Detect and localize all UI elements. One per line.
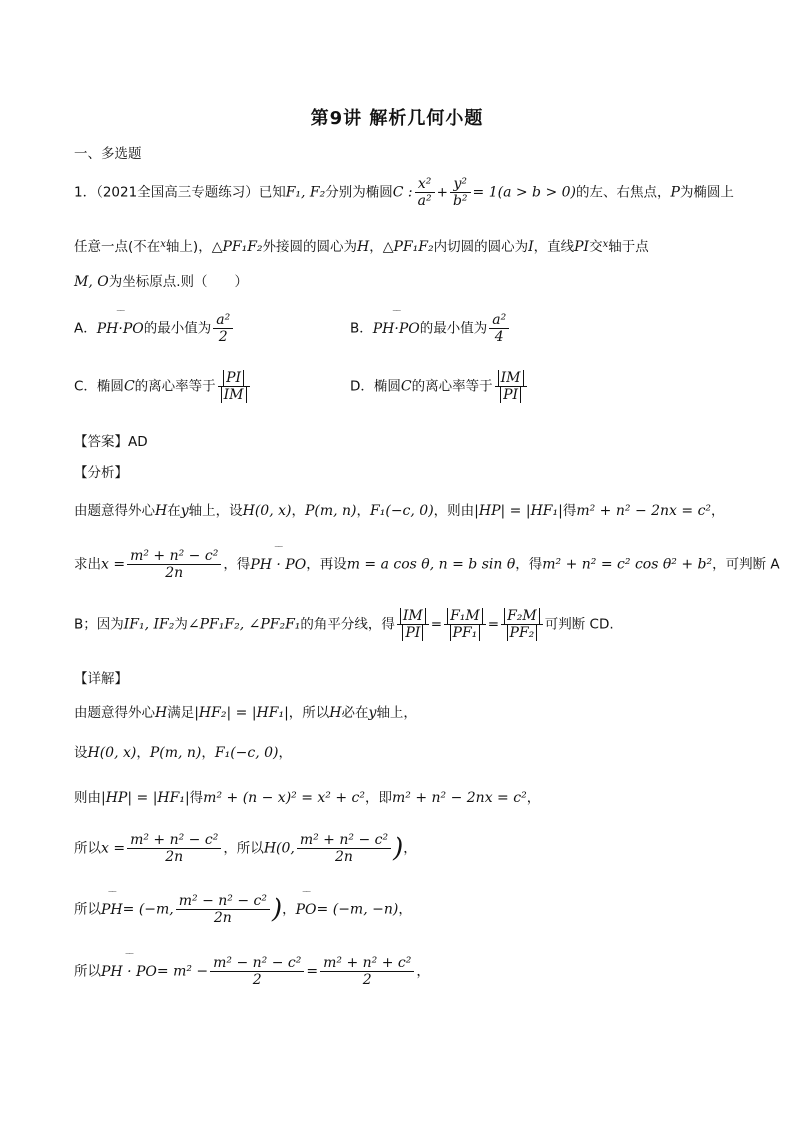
detail-line-2: 设H(0, x)，P(m, n)，F₁(−c, 0)， xyxy=(74,745,293,761)
x-axis-symbol: x xyxy=(602,239,609,250)
question-text: 轴于点 xyxy=(608,239,649,255)
option-d-text: 的离心率等于 xyxy=(411,378,493,395)
question-text: 任意一点(不在 xyxy=(74,239,161,255)
option-a-text: 的最小值为 xyxy=(143,320,212,337)
question-text: ，直线 xyxy=(533,239,575,255)
points-m-o: M, O xyxy=(74,274,109,290)
analysis-heading: 【分析】 xyxy=(74,465,128,481)
option-d-label: D．椭圆 xyxy=(350,378,401,395)
triangle-symbol: △PF₁F₂ xyxy=(382,239,434,255)
question-text: 的左、右焦点， xyxy=(576,184,671,201)
x-axis-symbol: x xyxy=(160,239,166,250)
answer-line: 【答案】AD xyxy=(74,434,148,450)
option-c-label: C．椭圆 xyxy=(74,378,124,395)
option-c[interactable] xyxy=(74,370,252,403)
question-text: 外接圆的圆心为 xyxy=(262,239,358,255)
fraction-x: $\frac{\text{x²}}{\text{a²}}$ xyxy=(415,176,435,209)
fraction-a: $\frac{\text{a²}}{2}$ xyxy=(213,312,233,345)
section-heading: 一、多选题 xyxy=(74,146,142,162)
question-line-2 xyxy=(74,235,649,255)
question-line-1: 1．（2021全国高三专题练习）已知F₁, F₂分别为椭圆C : $\frac{\text{x²}}{\text{a²}}$ + $\frac{\text{y²}}{\text{b²}}$ = 1(a > b > 0)的左、右焦点，P为椭圆上 xyxy=(74,176,734,210)
ellipse-condition: = 1(a > b > 0) xyxy=(472,184,577,201)
detail-heading: 【详解】 xyxy=(74,671,128,687)
line-pi: PI xyxy=(574,239,590,255)
option-c-text: 的离心率等于 xyxy=(134,378,216,395)
option-a-label: A． xyxy=(74,320,97,337)
option-a[interactable] xyxy=(74,312,235,345)
option-d[interactable] xyxy=(350,370,529,403)
question-text: 为椭圆上 xyxy=(679,184,734,201)
fraction-b: $\frac{\text{a²}}{4}$ xyxy=(489,312,509,345)
question-text: 轴上)， xyxy=(165,239,212,255)
option-b[interactable] xyxy=(350,312,511,345)
fraction-y: $\frac{\text{y²}}{\text{b²}}$ xyxy=(450,176,471,209)
triangle-symbol: △PF₁F₂ xyxy=(211,239,263,255)
question-text: ， xyxy=(369,239,383,255)
fraction-d: $\frac{IM}{PI}$ xyxy=(495,370,527,403)
option-b-text: 的最小值为 xyxy=(419,320,488,337)
question-text: 分别为椭圆 xyxy=(325,184,393,201)
detail-line-5: 所以‾‾ PH= (−m, $\frac{\text{m² − n² − c²}}{2n}$ )，‾‾ PO= (−m, −n)， xyxy=(74,893,412,926)
detail-line-3: 则由|HP| = |HF₁|得m² + (n − x)² = x² + c²，即m² + n² − 2nx = c²， xyxy=(74,790,541,806)
vector-product: ‾‾ PH·PO xyxy=(373,321,420,337)
fraction-c: $\frac{PI}{IM}$ xyxy=(218,370,250,403)
point-i: I xyxy=(528,239,534,255)
page-title: 第9讲 解析几何小题 xyxy=(310,108,484,129)
detail-line-6: 所以‾‾ PH · PO= m² − $\frac{\text{m² − n² − c²}}{2}$ = $\frac{\text{m² + n² + c²}}{2}$ ， xyxy=(74,955,430,988)
detail-line-4: 所以x = $\frac{\text{m² + n² − c²}}{2n}$ ，所以H(0, $\frac{\text{m² + n² − c²}}{2n}$ )， xyxy=(74,832,417,866)
analysis-line-2: 求出x = $\frac{\text{m² + n² − c²}}{2n}$ ，得‾‾ PH · PO，再设m = a cos θ, n = b sin θ，得m² + n² = c² cos θ² + b²，可判断 A xyxy=(74,548,780,581)
ellipse-var: C xyxy=(123,378,135,395)
question-line-3 xyxy=(74,270,248,290)
question-text: 内切圆的圆心为 xyxy=(433,239,529,255)
question-prefix: 1．（2021全国高三专题练习）已知 xyxy=(74,184,286,201)
question-text: 交 xyxy=(589,239,603,255)
option-b-label: B． xyxy=(350,320,373,337)
ellipse-name: C : xyxy=(392,184,413,201)
analysis-line-1: 由题意得外心H在y轴上，设H(0, x)，P(m, n)，F₁(−c, 0)，则由|HP| = |HF₁|得m² + n² − 2nx = c²， xyxy=(74,503,725,519)
detail-line-1: 由题意得外心H满足|HF₂| = |HF₁|，所以H必在y轴上， xyxy=(74,705,417,721)
question-text: 为坐标原点.则（ ） xyxy=(108,274,249,290)
analysis-line-3: B；因为IF₁, IF₂为∠PF₁F₂, ∠PF₂F₁的角平分线，得 $\frac{IM}{PI}$ = $\frac{\text{F₁M}}{\text{PF₁}}$ = $\frac{\text{F₂M}}{\text{PF₂}}$ 可判断 CD. xyxy=(74,608,614,642)
point-h: H xyxy=(357,239,370,255)
foci-symbols: F₁, F₂ xyxy=(285,184,326,201)
point-p: P xyxy=(670,184,680,201)
vector-product: ‾‾ PH·PO xyxy=(97,321,144,337)
ellipse-var: C xyxy=(400,378,412,395)
